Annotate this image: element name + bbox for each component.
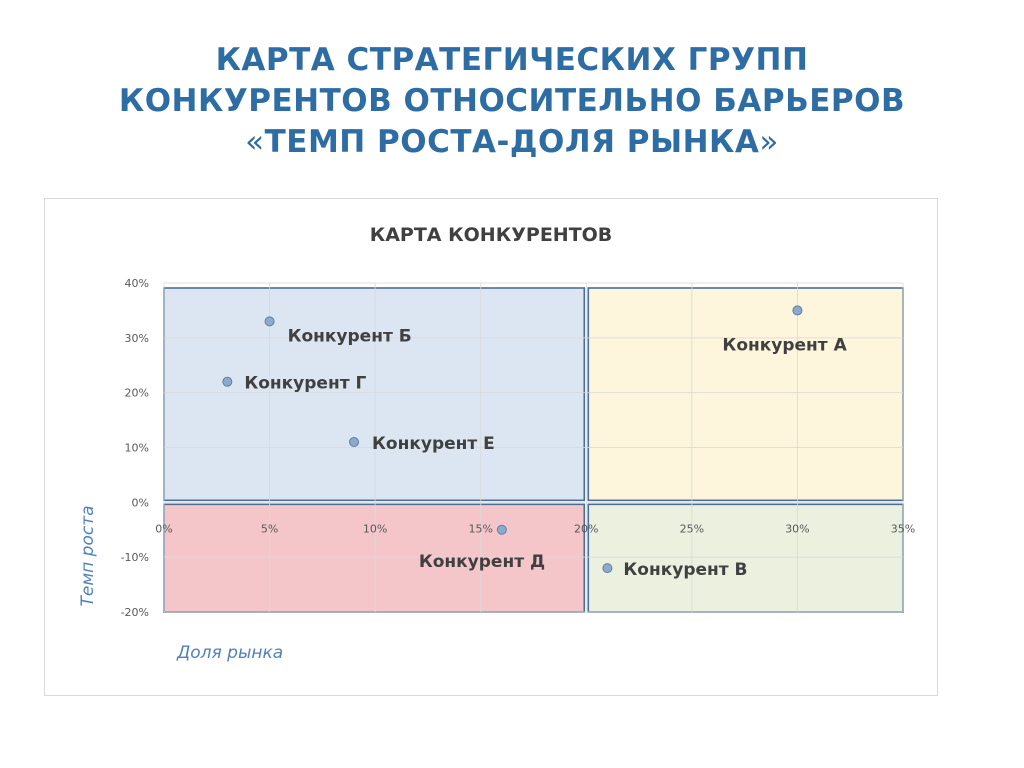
open-quote: « — [245, 124, 265, 160]
x-tick-label: 35% — [890, 522, 916, 536]
quadrant-region-2 — [588, 288, 903, 500]
y-tick-label: 20% — [124, 386, 149, 400]
quadrant-region-4 — [588, 504, 903, 612]
data-point — [793, 306, 802, 315]
data-label: Конкурент Д — [418, 551, 546, 572]
data-label: Конкурент Б — [287, 326, 412, 347]
y-tick-label: -20% — [120, 606, 149, 619]
x-tick-label: 0% — [155, 522, 173, 536]
x-tick-label: 30% — [785, 522, 810, 536]
data-point — [603, 564, 612, 573]
x-tick-label: 20% — [574, 522, 599, 536]
x-tick-label: 5% — [260, 522, 279, 536]
y-axis-label: Темп роста — [78, 505, 98, 607]
data-point — [223, 377, 232, 386]
data-point — [497, 525, 506, 534]
data-point — [265, 317, 274, 326]
close-quote: » — [759, 124, 779, 160]
y-tick-label: 30% — [124, 331, 149, 345]
y-tick-labels — [121, 277, 149, 619]
data-label: Конкурент Е — [372, 434, 495, 455]
x-axis-label: Доля рынка — [177, 643, 284, 663]
y-tick-label: 0% — [131, 496, 149, 510]
data-label: Конкурент А — [722, 335, 847, 356]
slide-title-line-2: КОНКУРЕНТОВ ОТНОСИТЕЛЬНО БАРЬЕРОВ — [118, 83, 906, 119]
y-tick-label: 40% — [124, 277, 149, 290]
x-tick-label: 15% — [468, 522, 493, 536]
slide-title-line-1: КАРТА СТРАТЕГИЧЕСКИХ ГРУПП — [215, 42, 809, 78]
slide-title-line-3-text: ТЕМП РОСТА-ДОЛЯ РЫНКА — [264, 124, 760, 160]
chart-title: КАРТА КОНКУРЕНТОВ — [369, 224, 613, 246]
x-tick-label: 25% — [679, 522, 705, 536]
y-tick-label: 10% — [124, 441, 149, 455]
data-point — [350, 438, 359, 447]
data-label: Конкурент В — [623, 560, 748, 581]
data-label: Конкурент Г — [244, 373, 367, 394]
y-tick-label: -10% — [120, 551, 149, 565]
x-tick-label: 10% — [362, 522, 388, 536]
quadrant-region-1 — [164, 288, 584, 500]
